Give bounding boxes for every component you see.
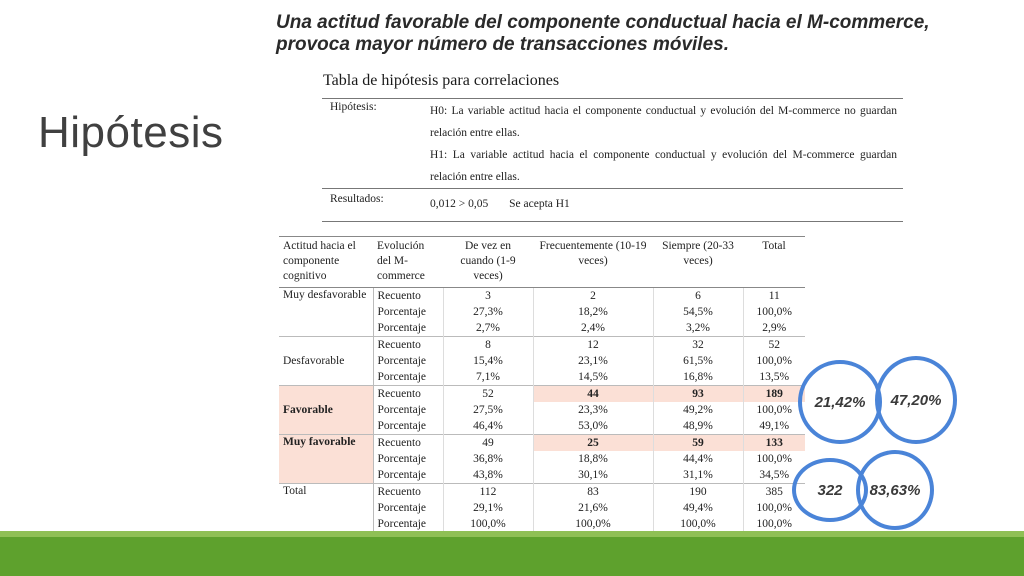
cell: 34,5% [743,467,805,484]
header-frequent: Frecuentemente (10-19 veces) [533,237,653,288]
crosstab-header-row [279,237,805,288]
cell: 29,1% [443,500,533,516]
header-always: Siempre (20-33 veces) [653,237,743,288]
cell: 100,0% [443,516,533,533]
cell: 13,5% [743,369,805,386]
cell: 8 [443,337,533,354]
table-row [279,386,805,403]
cell: 52 [443,386,533,403]
hypothesis-body [430,99,903,188]
cell: 18,8% [533,451,653,467]
hypothesis-row [322,99,903,188]
cell: 21,6% [533,500,653,516]
stat-bubble-4: 83,63% [856,450,934,530]
measure-label: Porcentaje [373,451,443,467]
cell: 11 [743,288,805,305]
hypothesis-table [322,98,903,222]
cell: 15,4% [443,353,533,369]
cell-highlight: 133 [743,435,805,452]
table-row [279,288,805,305]
table-row [279,435,805,452]
cell: 18,2% [533,304,653,320]
hypothesis-table-caption: Tabla de hipótesis para correlaciones [323,72,560,89]
measure-label: Porcentaje [373,304,443,320]
cell: 112 [443,484,533,501]
cell: 23,3% [533,402,653,418]
cell: 100,0% [743,500,805,516]
cell-highlight: 189 [743,386,805,403]
cell: 12 [533,337,653,354]
cell: 30,1% [533,467,653,484]
cell: 48,9% [653,418,743,435]
category-muy-desfavorable: Muy desfavorable [279,288,373,337]
cell: 54,5% [653,304,743,320]
cell: 61,5% [653,353,743,369]
measure-label: Porcentaje [373,500,443,516]
cell: 7,1% [443,369,533,386]
cell: 49,1% [743,418,805,435]
stat-bubble-2: 47,20% [875,356,957,444]
stat-bubble-1: 21,42% [798,360,882,444]
cell: 100,0% [533,516,653,533]
cell: 83 [533,484,653,501]
header-attitude: Actitud hacia el componente cognitivo [279,237,373,288]
cell: 53,0% [533,418,653,435]
measure-label: Porcentaje [373,369,443,386]
table-row [279,484,805,501]
results-label: Resultados: [330,193,384,205]
cell: 36,8% [443,451,533,467]
cell: 43,8% [443,467,533,484]
stat-bubble-3: 322 [792,458,868,522]
measure-label: Porcentaje [373,402,443,418]
category-muy-favorable: Muy favorable [279,435,373,484]
measure-label: Recuento [373,435,443,452]
measure-label: Porcentaje [373,353,443,369]
hypothesis-label: Hipótesis: [330,101,377,113]
measure-label: Porcentaje [373,418,443,435]
slide-title: Hipótesis [38,108,224,157]
cell: 16,8% [653,369,743,386]
cell: 27,3% [443,304,533,320]
cell: 27,5% [443,402,533,418]
cell: 49 [443,435,533,452]
cell-highlight: 93 [653,386,743,403]
cell-highlight: 25 [533,435,653,452]
category-desfavorable: Desfavorable [279,337,373,386]
measure-label: Recuento [373,337,443,354]
cell: 3,2% [653,320,743,337]
cell: 44,4% [653,451,743,467]
cell: 3 [443,288,533,305]
cell: 100,0% [743,304,805,320]
cell: 49,4% [653,500,743,516]
cell: 2 [533,288,653,305]
measure-label: Recuento [373,386,443,403]
measure-label: Porcentaje [373,467,443,484]
cell: 52 [743,337,805,354]
cell: 100,0% [653,516,743,533]
measure-label: Porcentaje [373,516,443,533]
measure-label: Recuento [373,484,443,501]
cell: 23,1% [533,353,653,369]
cell: 32 [653,337,743,354]
measure-label: Recuento [373,288,443,305]
results-conclusion: Se acepta H1 [509,198,570,210]
cell-highlight: 44 [533,386,653,403]
cell: 100,0% [743,402,805,418]
header-evolution: Evolución del M-commerce [373,237,443,288]
headline: Una actitud favorable del componente conductual hacia el M-commerce, provoca mayor número de transacciones móviles. [276,12,930,55]
cell: 385 [743,484,805,501]
category-total: Total [279,484,373,533]
cell: 14,5% [533,369,653,386]
header-total: Total [743,237,805,288]
cell: 100,0% [743,516,805,533]
cell: 49,2% [653,402,743,418]
h0-text: H0: La variable actitud hacia el componente conductual y evolución del M-commerce no guardan relación entre ellas. [430,105,897,139]
category-favorable: Favorable [279,386,373,435]
measure-label: Porcentaje [373,320,443,337]
results-body [430,193,903,215]
cell: 100,0% [743,353,805,369]
cell: 46,4% [443,418,533,435]
cell: 100,0% [743,451,805,467]
cell-highlight: 59 [653,435,743,452]
h1-text: H1: La variable actitud hacia el componente conductual y evolución del M-commerce guardan relación entre ellas. [430,149,897,183]
footer-band-dark [0,537,1024,576]
results-value: 0,012 > 0,05 [430,198,489,210]
header-occasional: De vez en cuando (1-9 veces) [443,237,533,288]
cell: 6 [653,288,743,305]
cell: 2,4% [533,320,653,337]
table-row [279,337,805,354]
results-row [322,188,903,221]
cell: 2,9% [743,320,805,337]
crosstab-table [279,236,805,533]
cell: 190 [653,484,743,501]
cell: 31,1% [653,467,743,484]
cell: 2,7% [443,320,533,337]
